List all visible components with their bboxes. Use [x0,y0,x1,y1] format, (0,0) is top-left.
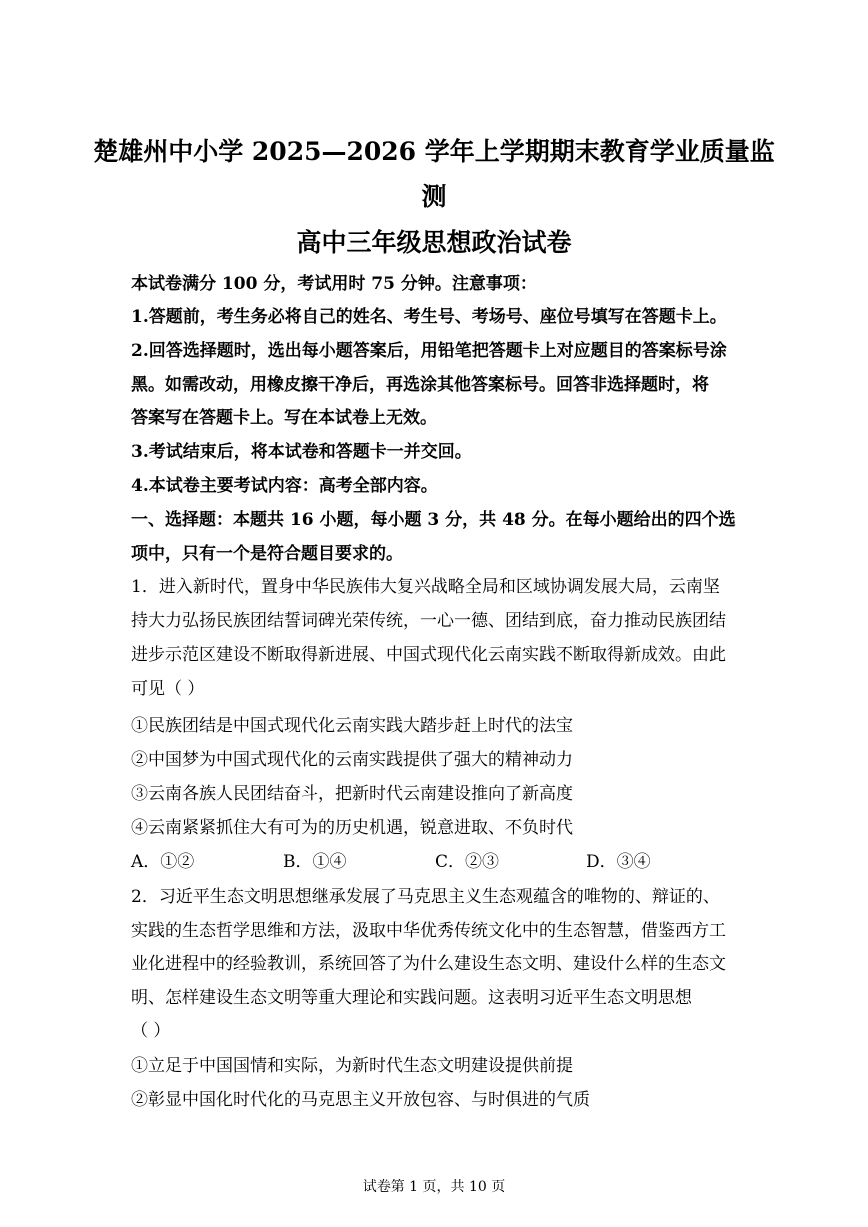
q1-option-3: ③云南各族人民团结奋斗，把新时代云南建设推向了新高度 [131,784,573,804]
q2-stem-line1: 2．习近平生态文明思想继承发展了马克思主义生态观蕴含的唯物的、辩证的、 [131,887,720,907]
instruction-item-3: 3.考试结束后，将本试卷和答题卡一并交回。 [131,442,472,462]
q2-stem-line2: 实践的生态哲学思维和方法，汲取中华优秀传统文化中的生态智慧，借鉴西方工 [131,921,726,941]
instruction-item-2-line3: 答案写在答题卡上。写在本试卷上无效。 [131,408,437,428]
section-heading-line1: 一、选择题：本题共 16 小题，每小题 3 分，共 48 分。在每小题给出的四个选 [131,510,736,530]
page-footer: 试卷第 1 页，共 10 页 [362,1179,506,1195]
q1-stem-line2: 持大力弘扬民族团结誓词碑光荣传统，一心一德、团结到底，奋力推动民族团结 [131,611,726,631]
instruction-item-4: 4.本试卷主要考试内容：高考全部内容。 [131,476,438,496]
q1-stem-line4: 可见（ ） [131,679,205,699]
q2-stem-line3: 业化进程中的经验教训，系统回答了为什么建设生态文明、建设什么样的生态文 [131,954,726,974]
exam-title-line2: 测 [421,182,447,211]
q1-choices [131,851,751,873]
q1-stem-line3: 进步示范区建设不断取得新进展、中国式现代化云南实践不断取得新成效。由此 [131,645,726,665]
exam-title-line1: 楚雄州中小学 2025—2026 学年上学期期末教育学业质量监 [93,137,775,166]
q2-option-2: ②彰显中国化时代化的马克思主义开放包容、与时俱进的气质 [131,1090,590,1110]
q1-option-4: ④云南紧紧抓住大有可为的历史机遇，锐意进取、不负时代 [131,818,573,838]
section-heading-line2: 项中，只有一个是符合题目要求的。 [131,544,403,564]
instruction-item-2-line1: 2.回答选择题时，选出每小题答案后，用铅笔把答题卡上对应题目的答案标号涂 [131,341,727,361]
q1-choice-b: B．①④ [283,852,347,872]
q1-choice-c: C．②③ [435,852,500,872]
exam-subtitle: 高中三年级思想政治试卷 [296,228,572,257]
q1-option-2: ②中国梦为中国式现代化的云南实践提供了强大的精神动力 [131,750,573,770]
q2-stem-line5: （ ） [131,1021,171,1041]
q1-stem-line1: 1．进入新时代，置身中华民族伟大复兴战略全局和区域协调发展大局，云南坚 [131,577,720,597]
instruction-item-1: 1.答题前，考生务必将自己的姓名、考生号、考场号、座位号填写在答题卡上。 [131,307,727,327]
q2-stem-line4: 明、怎样建设生态文明等重大理论和实践问题。这表明习近平生态文明思想 [131,988,692,1008]
instruction-item-2-line2: 黑。如需改动，用橡皮擦干净后，再选涂其他答案标号。回答非选择题时，将 [131,375,709,395]
q1-choice-a: A．①② [131,852,195,872]
q1-option-1: ①民族团结是中国式现代化云南实践大踏步赶上时代的法宝 [131,716,573,736]
q2-option-1: ①立足于中国国情和实际，为新时代生态文明建设提供前提 [131,1056,573,1076]
q1-choice-d: D．③④ [586,852,651,872]
instructions-intro: 本试卷满分 100 分，考试用时 75 分钟。注意事项： [131,274,537,294]
